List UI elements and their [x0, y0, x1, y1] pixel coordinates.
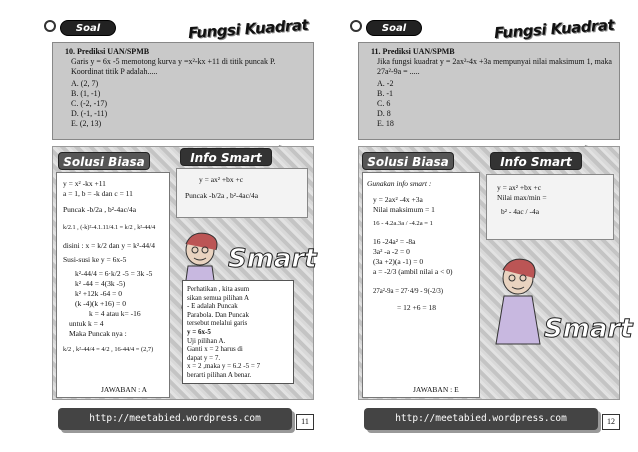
sol-line: a = 1, b = -k dan c = 11	[63, 189, 133, 198]
sol-line: = 12 +6 = 18	[397, 303, 436, 312]
smart-line: - E adalah Puncak	[187, 302, 238, 311]
sol-line: k/2.1 , (-k)²-4.1.11/4.1 = k/2 , k²-44/4	[63, 224, 156, 231]
sol-line: untuk k = 4	[69, 319, 104, 328]
option-c: C. (-2, -17)	[71, 99, 107, 108]
answer-label: JAWABAN : A	[101, 385, 148, 394]
solusi-biasa-tab: Solusi Biasa	[58, 152, 150, 170]
solusi-biasa-tab: Solusi Biasa	[362, 152, 454, 170]
option-a: A. -2	[377, 79, 394, 88]
smart-line: Uji pilihan A.	[187, 336, 226, 345]
page-number: 12	[602, 414, 620, 430]
smart-logo: Smart	[544, 314, 633, 344]
question-options	[53, 79, 313, 129]
smart-line: berarti pilihan A benar.	[187, 370, 252, 379]
page-number: 11	[296, 414, 314, 430]
sol-line: y = x² -kx +11	[63, 179, 106, 188]
smart-line: tersebut melalui garis	[187, 319, 248, 328]
info-smart-box	[176, 168, 308, 218]
page-right	[352, 15, 633, 438]
sol-line: k² -44 = 4(3k -5)	[75, 279, 126, 288]
info-line: y = ax² +bx +c	[497, 183, 542, 192]
soal-badge: Soal	[60, 20, 116, 36]
option-b: B. -1	[377, 89, 393, 98]
binder-hole-icon	[350, 20, 362, 32]
option-e: E. 18	[377, 119, 394, 128]
info-line: y = ax² +bx +c	[199, 175, 244, 184]
sol-line: (k -4)(k +16) = 0	[75, 299, 126, 308]
info-line: Puncak -b/2a , b²-4ac/4a	[185, 191, 259, 200]
soal-badge: Soal	[366, 20, 422, 36]
solution-box	[56, 172, 170, 398]
info-smart-tab: Info Smart	[490, 152, 582, 170]
info-smart-tab: Info Smart	[180, 148, 272, 166]
sol-line: k = 4 atau k= -16	[89, 309, 141, 318]
option-a: A. (2, 7)	[71, 79, 99, 88]
option-e: E. (2, 13)	[71, 119, 102, 128]
smart-line: Perhatikan , kita asum	[187, 285, 250, 293]
sol-line: Nilai maksimum = 1	[373, 205, 435, 214]
sol-line: 27a²-9a = 27·4/9 - 9(-2/3)	[373, 288, 444, 295]
cartoon-professor-icon	[492, 256, 546, 346]
smart-line: dapat y = 7.	[187, 353, 221, 362]
sol-line: k²-44/4 = 6·k/2 -5 = 3k -5	[75, 269, 153, 278]
question-heading: 10. Prediksi UAN/SPMB	[65, 47, 150, 56]
sol-line: k/2 , k²-44/4 = 4/2 , 16-44/4 = (2,7)	[63, 346, 154, 353]
smart-solution-box	[182, 280, 294, 384]
chapter-banner: Fungsi Kuadrat	[181, 13, 314, 44]
option-b: B. (1, -1)	[71, 89, 101, 98]
sol-line: (3a +2)(a -1) = 0	[373, 257, 424, 266]
question-options	[359, 79, 619, 129]
smart-line: Ganti x = 2 harus di	[187, 345, 243, 354]
smart-logo: Smart	[228, 244, 317, 274]
smart-line: Parabola. Dan Puncak	[187, 310, 250, 319]
sol-line: Susi-susi ke y = 6x-5	[63, 255, 127, 264]
info-line: b² - 4ac / -4a	[501, 207, 540, 216]
sol-line: Gunakan info smart :	[367, 179, 432, 188]
sol-line: 16 - 4.2a.3a / -4.2a = 1	[373, 220, 433, 227]
page-left	[46, 15, 317, 438]
question-box	[52, 42, 314, 140]
binder-hole-icon	[44, 20, 56, 32]
option-c: C. 6	[377, 99, 391, 108]
sol-line: a = -2/3 (ambil nilai a < 0)	[373, 267, 453, 276]
footer-url[interactable]: http://meetabied.wordpress.com	[58, 408, 292, 430]
option-d: D. 8	[377, 109, 391, 118]
info-smart-box	[486, 174, 614, 240]
sol-line: Maka Puncak nya :	[69, 329, 127, 338]
smart-line: x = 2 ,maka y = 6.2 -5 = 7	[187, 362, 261, 371]
sol-line: k² +12k -64 = 0	[75, 289, 122, 298]
sol-line: disini : x = k/2 dan y = k²-44/4	[63, 241, 155, 250]
question-box	[358, 42, 620, 140]
footer-url[interactable]: http://meetabied.wordpress.com	[364, 408, 598, 430]
answer-label: JAWABAN : E	[413, 385, 459, 394]
solution-box	[362, 172, 480, 398]
option-d: D. (-1, -11)	[71, 109, 108, 118]
sol-line: 3a² -a -2 = 0	[373, 247, 410, 256]
smart-line: y = 6x-5	[187, 327, 211, 336]
smart-line: sikan semua pilihan A	[187, 293, 250, 302]
sol-line: y = 2ax² -4x +3a	[373, 195, 423, 204]
info-line: Nilai max/min =	[497, 193, 547, 202]
sol-line: 16 -24a² = -8a	[373, 237, 416, 246]
chapter-banner: Fungsi Kuadrat	[487, 13, 620, 44]
question-heading: 11. Prediksi UAN/SPMB	[371, 47, 455, 56]
sol-line: Puncak -b/2a , b²-4ac/4a	[63, 205, 137, 214]
question-body: Garis y = 6x -5 memotong kurva y =x²-kx +11 di titik puncak P. Koordinat titik P adalah.....	[71, 57, 276, 76]
question-body: Jika fungsi kuadrat y = 2ax²-4x +3a mempunyai nilai maksimum 1, maka 27a²-9a = .....	[377, 57, 612, 76]
